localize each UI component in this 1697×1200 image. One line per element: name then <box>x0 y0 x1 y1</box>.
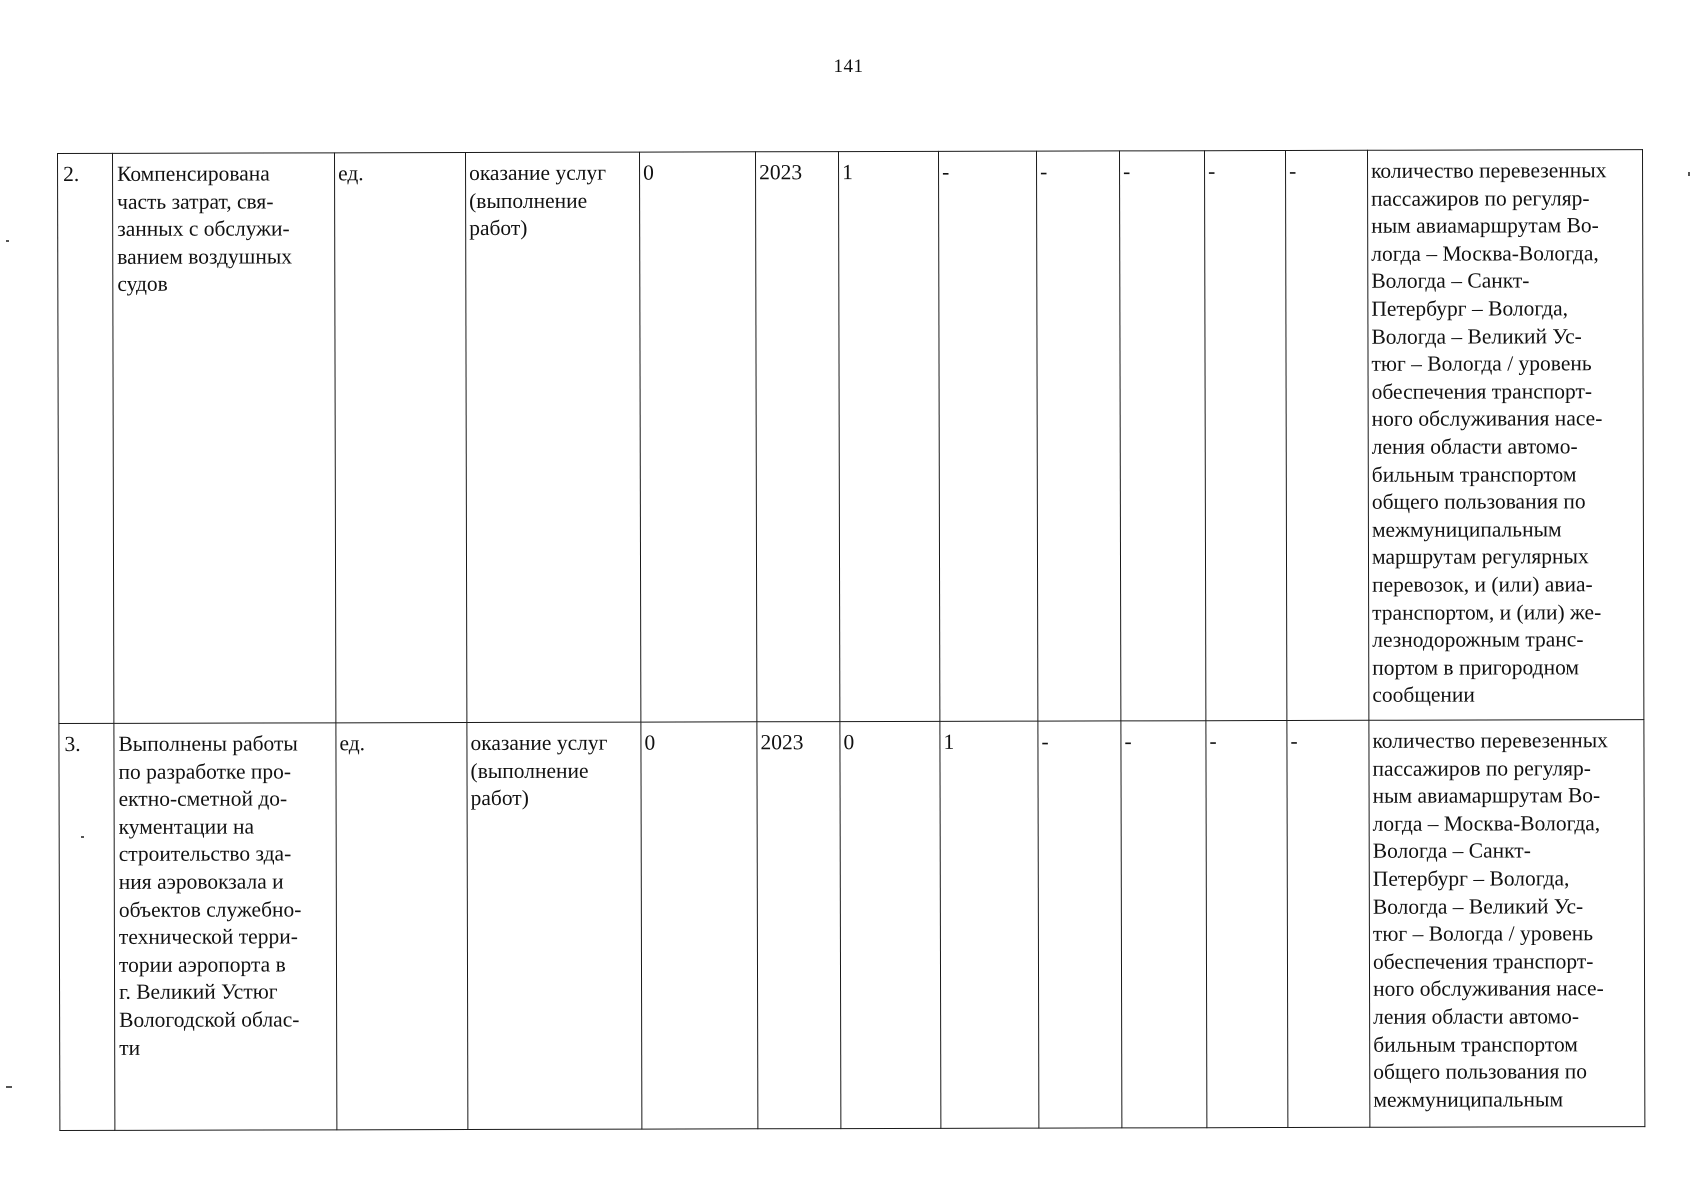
indicator-line: маршрутам регулярных <box>1371 544 1589 570</box>
description-line: строительство зда- <box>118 841 292 867</box>
indicator-line: бильным транспортом <box>1371 461 1577 487</box>
indicator-line: количество перевезенных <box>1371 158 1607 183</box>
year-value-cell <box>940 721 1039 1128</box>
indicator-line: сообщении <box>1372 682 1475 708</box>
year-value: - <box>1289 158 1297 183</box>
scan-mark <box>1688 172 1690 176</box>
indicator-line: Петербург – Вологда, <box>1371 296 1569 321</box>
type-line: оказание услуг <box>470 730 608 755</box>
indicator-line: общего пользования по <box>1371 489 1586 514</box>
indicator-line: перевозок, и (или) авиа- <box>1372 572 1593 597</box>
indicator-line: ного обслуживания насе- <box>1371 406 1603 432</box>
indicator-line: лезнодорожным транс- <box>1372 627 1584 652</box>
indicator-line: тюг – Вологда / уровень <box>1372 921 1594 946</box>
scan-mark <box>81 836 84 838</box>
year-value: - <box>1124 729 1132 754</box>
row-number: 3. <box>64 731 81 756</box>
row-number-cell <box>58 153 114 723</box>
description-line: Компенсирована <box>117 161 270 186</box>
year-value-cell <box>1206 720 1288 1127</box>
year-value: 0 <box>843 730 855 755</box>
base-value: 0 <box>644 730 656 755</box>
year-value: - <box>942 159 950 184</box>
indicator-line: Вологда – Санкт- <box>1372 838 1531 864</box>
description-cell <box>114 723 337 1131</box>
indicator-line: портом в пригородном <box>1372 654 1580 680</box>
unit-cell <box>335 153 467 723</box>
indicator-line: обеспечения транспорт- <box>1371 378 1593 404</box>
row-number-cell <box>59 723 115 1130</box>
description-line: ния аэровокзала и <box>118 869 284 894</box>
year-value-cell <box>1038 721 1122 1128</box>
unit-value: ед. <box>339 731 366 756</box>
unit-value: ед. <box>338 161 364 186</box>
indicator-line: Петербург – Вологда, <box>1372 866 1570 891</box>
indicator-line: тюг – Вологда / уровень <box>1371 351 1592 376</box>
year-value: - <box>1290 728 1298 753</box>
description-line: технической терри- <box>118 924 298 950</box>
indicator-line: Вологда – Великий Ус- <box>1371 323 1582 349</box>
indicator-cell <box>1367 150 1643 721</box>
description-cell <box>113 153 336 724</box>
type-line: работ) <box>470 786 529 811</box>
year-value: - <box>1041 729 1049 754</box>
base-value: 0 <box>643 160 654 185</box>
year-value: - <box>1209 729 1217 754</box>
indicator-line: ным авиамаршрутам Во- <box>1372 783 1601 808</box>
indicator-line: Вологда – Великий Ус- <box>1372 893 1584 919</box>
row-number: 2. <box>63 161 80 186</box>
description-line: судов <box>117 272 168 297</box>
year-value-cell <box>1285 150 1368 720</box>
indicator-line: ным авиамаршрутам Во- <box>1371 213 1599 238</box>
unit-cell <box>336 723 468 1130</box>
year-value: 1 <box>943 729 955 754</box>
description-line: занных с обслужи- <box>117 216 290 242</box>
base-value-cell <box>641 722 758 1129</box>
indicator-line: ления области автомо- <box>1371 434 1578 459</box>
description-line: кументации на <box>118 814 255 839</box>
indicator-line: межмуниципальным <box>1371 517 1562 542</box>
base-year-cell <box>757 722 841 1129</box>
year-value: - <box>1208 159 1216 184</box>
year-value-cell <box>938 151 1037 721</box>
year-value-cell <box>1121 721 1207 1128</box>
type-cell <box>467 722 642 1129</box>
description-line: Вологодской облас- <box>119 1007 300 1032</box>
base-value-cell <box>639 152 756 722</box>
indicator-line: логда – Москва-Вологда, <box>1371 241 1599 266</box>
indicator-line: транспортом, и (или) же- <box>1372 599 1602 625</box>
description-line: ектно-сметной до- <box>118 786 288 812</box>
description-line: г. Великий Устюг <box>119 979 278 1005</box>
year-value-cell <box>838 151 939 721</box>
scan-mark <box>6 1086 12 1088</box>
description-line: Выполнены работы <box>118 731 298 756</box>
indicator-line: ного обслуживания насе- <box>1373 976 1604 1002</box>
base-year-cell <box>755 152 839 722</box>
description-line: часть затрат, свя- <box>117 189 274 214</box>
year-value: - <box>1040 159 1048 184</box>
scan-mark <box>6 240 9 242</box>
year-value-cell <box>1287 720 1370 1127</box>
type-line: оказание услуг <box>469 160 607 185</box>
type-line: работ) <box>469 216 528 241</box>
indicator-line: пассажиров по регуляр- <box>1371 185 1590 211</box>
indicator-line: логда – Москва-Вологда, <box>1372 811 1601 836</box>
type-cell <box>466 152 641 722</box>
base-year: 2023 <box>760 730 804 755</box>
description-line: объектов служебно- <box>118 896 302 922</box>
year-value-cell <box>840 721 941 1128</box>
type-line: (выполнение <box>470 758 589 783</box>
indicator-line: бильным транспортом <box>1373 1031 1578 1057</box>
base-year: 2023 <box>759 160 803 185</box>
indicator-line: обеспечения транспорт- <box>1372 948 1594 974</box>
indicator-line: пассажиров по регуляр- <box>1372 755 1591 781</box>
indicator-cell <box>1369 720 1645 1128</box>
indicator-line: ления области автомо- <box>1373 1004 1580 1029</box>
indicator-line: межмуниципальным <box>1373 1087 1564 1112</box>
description-line: тории аэропорта в <box>118 952 286 977</box>
year-value: - <box>1123 159 1131 184</box>
description-line: ти <box>119 1035 141 1060</box>
table-row <box>58 150 1644 724</box>
year-value-cell <box>1204 150 1286 720</box>
year-value-cell <box>1119 151 1205 721</box>
type-line: (выполнение <box>469 188 588 213</box>
results-table <box>57 149 1645 1131</box>
year-value-cell <box>1036 151 1120 721</box>
description-line: по разработке про- <box>118 759 292 784</box>
year-value: 1 <box>842 160 853 185</box>
table-row <box>59 720 1645 1131</box>
page-number: 141 <box>833 56 864 77</box>
indicator-line: общего пользования по <box>1373 1059 1588 1084</box>
indicator-line: количество перевезенных <box>1372 728 1608 753</box>
indicator-line: Вологда – Санкт- <box>1371 268 1530 294</box>
description-line: ванием воздушных <box>117 244 293 269</box>
